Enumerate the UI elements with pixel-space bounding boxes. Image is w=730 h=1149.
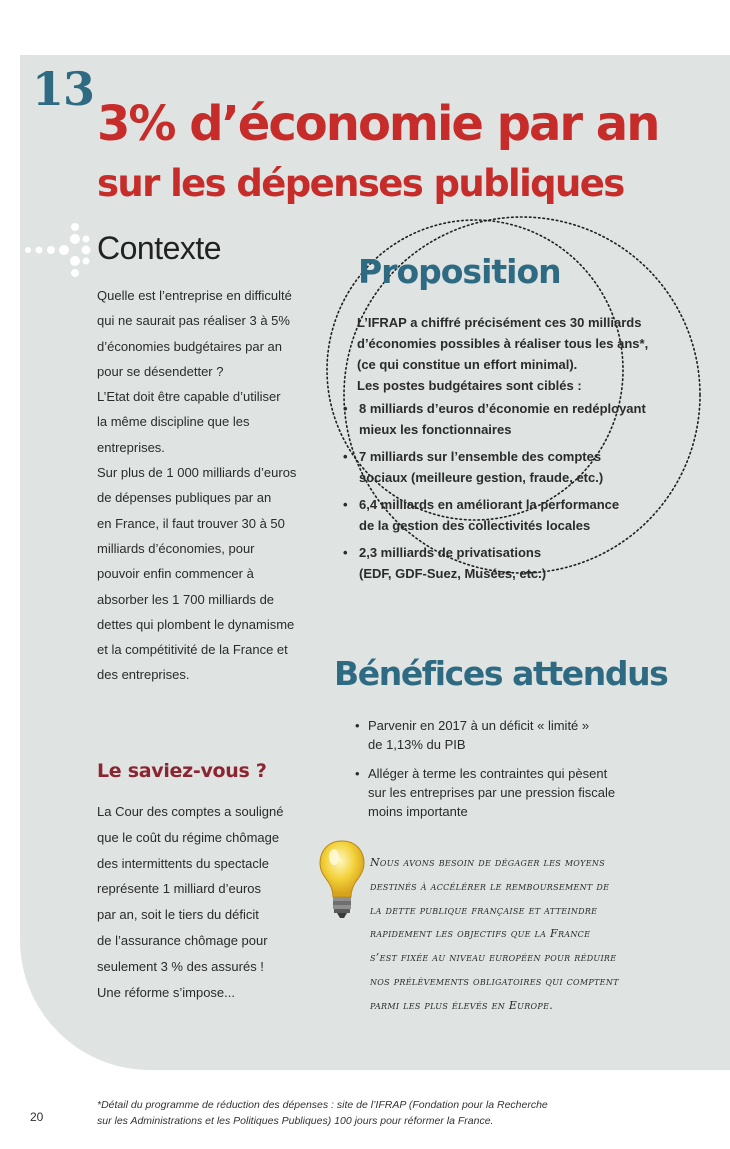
proposition-item-line: 8 milliards d’euros d’économie en redéployant [359, 401, 646, 416]
contexte-line: qui ne saurait pas réaliser 3 à 5% [97, 313, 290, 329]
saviez-vous-line: des intermittents du spectacle [97, 855, 269, 871]
page-number: 20 [30, 1110, 44, 1124]
proposition-item-line: mieux les fonctionnaires [359, 422, 512, 437]
footnote-line: sur les Administrations et les Politiques Publiques) 100 jours pour réformer la France. [97, 1115, 494, 1127]
quote-line: nos prélèvements obligatoires qui comptent [370, 974, 619, 988]
contexte-line: en France, il faut trouver 30 à 50 [97, 515, 285, 531]
contexte-line: Sur plus de 1 000 milliards d’euros [97, 465, 297, 481]
saviez-vous-line: représente 1 milliard d’euros [97, 881, 262, 897]
quote-text [370, 851, 700, 1018]
benefice-line: Alléger à terme les contraintes qui pèsent [368, 766, 608, 781]
contexte-line: la même discipline que les [97, 414, 250, 430]
proposition-item-line: de la gestion des collectivités locales [359, 518, 591, 533]
footnote-line: *Détail du programme de réduction des dépenses : site de l’IFRAP (Fondation pour la Recherche [97, 1099, 548, 1111]
saviez-vous-heading: Le saviez-vous ? [97, 760, 267, 782]
proposition-item-line: 7 milliards sur l’ensemble des comptes [359, 449, 602, 464]
contexte-line: pour se désendetter ? [97, 363, 224, 379]
saviez-vous-line: par an, soit le tiers du déficit [97, 907, 259, 923]
lightbulb-icon [316, 838, 368, 920]
proposition-intro-line: L’IFRAP a chiffré précisément ces 30 milliards [357, 315, 642, 330]
section-number: 13 [32, 62, 95, 116]
proposition-intro-line: Les postes budgétaires sont ciblés : [357, 378, 582, 393]
benefice-line: moins importante [368, 804, 468, 819]
page-title-line-1: 3% d’économie par an [97, 96, 659, 152]
contexte-text [97, 283, 322, 688]
bullet-icon: • [355, 718, 360, 733]
contexte-line: d’économies budgétaires par an [97, 338, 283, 354]
contexte-line: Quelle est l’entreprise en difficulté [97, 288, 292, 303]
proposition-heading: Proposition [358, 252, 561, 291]
proposition-item-line: (EDF, GDF-Suez, Musées, etc.) [359, 566, 547, 581]
proposition-intro-line: (ce qui constitue un effort minimal). [357, 357, 578, 372]
proposition-intro [357, 312, 702, 396]
proposition-item-line: 2,3 milliards de privatisations [359, 545, 542, 560]
quote-line: s’est fixée au niveau européen pour réduire [370, 951, 617, 965]
contexte-line: et la compétitivité de la France et [97, 642, 288, 658]
quote-line: rapidement les objectifs que la France [370, 927, 591, 941]
page-title-line-2: sur les dépenses publiques [97, 162, 624, 205]
benefices-heading: Bénéfices attendus [334, 654, 668, 693]
bullet-icon: • [343, 401, 348, 416]
contexte-line: entreprises. [97, 439, 165, 455]
saviez-vous-line: seulement 3 % des assurés ! [97, 958, 264, 974]
contexte-line: milliards d’économies, pour [97, 540, 255, 556]
bullet-icon: • [343, 545, 348, 560]
contexte-line: absorber les 1 700 milliards de [97, 591, 275, 607]
proposition-item-line: sociaux (meilleure gestion, fraude, etc.) [359, 470, 604, 485]
contexte-line: des entreprises. [97, 667, 190, 683]
saviez-vous-line: La Cour des comptes a souligné [97, 804, 284, 819]
contexte-line: pouvoir enfin commencer à [97, 566, 254, 582]
contexte-heading: Contexte [97, 230, 222, 266]
proposition-intro-line: d’économies possibles à réaliser tous les ans*, [357, 336, 649, 351]
benefice-line: sur les entreprises par une pression fiscale [368, 785, 616, 800]
saviez-vous-text [97, 799, 307, 1005]
quote-line: parmi les plus élevés en Europe. [370, 998, 553, 1012]
benefice-line: de 1,13% du PIB [368, 737, 466, 752]
bullet-icon: • [343, 449, 348, 464]
contexte-line: de dépenses publiques par an [97, 490, 272, 506]
quote-line: Nous avons besoin de dégager les moyens [370, 856, 605, 869]
contexte-line: dettes qui plombent le dynamisme [97, 616, 295, 632]
contexte-line: L’Etat doit être capable d’utiliser [97, 389, 281, 405]
saviez-vous-line: Une réforme s’impose... [97, 984, 235, 1000]
bullet-icon: • [355, 766, 360, 781]
quote-line: destinés à accélérer le remboursement de [370, 879, 610, 893]
decorative-dots-icon [22, 220, 92, 280]
proposition-item-line: 6,4 milliards en améliorant la performance [359, 497, 620, 512]
bullet-icon: • [343, 497, 348, 512]
footnote [97, 1097, 577, 1129]
benefice-line: Parvenir en 2017 à un déficit « limité » [368, 718, 590, 733]
saviez-vous-line: que le coût du régime chômage [97, 829, 280, 845]
quote-line: la dette publique française et atteindre [370, 903, 598, 917]
saviez-vous-line: de l’assurance chômage pour [97, 932, 268, 948]
